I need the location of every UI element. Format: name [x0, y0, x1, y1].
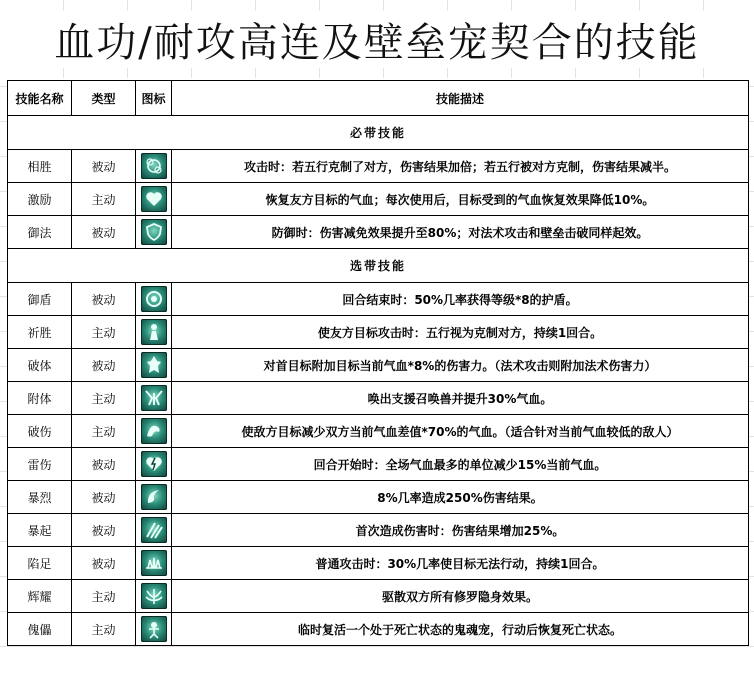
skill-desc: 对首目标附加目标当前气血*8%的伤害力。（法术攻击则附加法术伤害力） [172, 349, 749, 382]
table-row [8, 216, 749, 249]
header-icon: 图标 [136, 81, 172, 116]
skill-desc: 临时复活一个处于死亡状态的鬼魂宠，行动后恢复死亡状态。 [172, 613, 749, 646]
skill-desc: 防御时：伤害减免效果提升至80%；对法术攻击和壁垒击破同样起效。 [172, 216, 749, 249]
skill-desc: 使敌方目标减少双方当前气血差值*70%的气血。（适合针对当前气血较低的敌人） [172, 415, 749, 448]
skill-name: 雷伤 [8, 448, 72, 481]
page-title-text: 血功/耐攻高连及壁垒宠契合的技能 [48, 11, 705, 68]
table-row [8, 316, 749, 349]
table-row [8, 448, 749, 481]
spirit-beast-icon [141, 385, 167, 411]
skill-name: 相胜 [8, 150, 72, 183]
skill-desc: 恢复友方目标的气血；每次使用后，目标受到的气血恢复效果降低10%。 [172, 183, 749, 216]
puppet-icon [141, 616, 167, 642]
table-row [8, 580, 749, 613]
skill-name: 激励 [8, 183, 72, 216]
skill-type: 主动 [72, 580, 136, 613]
skill-type: 主动 [72, 316, 136, 349]
skill-type: 被动 [72, 547, 136, 580]
header-row [8, 81, 749, 116]
table-row [8, 283, 749, 316]
lightning-heart-icon [141, 451, 167, 477]
section-optional [8, 249, 749, 283]
skill-name: 附体 [8, 382, 72, 415]
trap-icon [141, 550, 167, 576]
header-name: 技能名称 [8, 81, 72, 116]
skill-type: 主动 [72, 382, 136, 415]
claw-strike-icon [141, 517, 167, 543]
section-optional-label: 选带技能 [8, 249, 749, 283]
table-row [8, 415, 749, 448]
table-row [8, 349, 749, 382]
skill-type: 被动 [72, 349, 136, 382]
skill-desc: 唤出支援召唤兽并提升30%气血。 [172, 382, 749, 415]
skill-name: 祈胜 [8, 316, 72, 349]
skill-name: 御盾 [8, 283, 72, 316]
skill-type: 被动 [72, 448, 136, 481]
skill-type: 主动 [72, 415, 136, 448]
heart-icon [141, 186, 167, 212]
skills-table [7, 80, 749, 646]
skill-name: 御法 [8, 216, 72, 249]
skill-name: 辉耀 [8, 580, 72, 613]
shield-icon [141, 219, 167, 245]
table-row [8, 150, 749, 183]
skill-type: 被动 [72, 150, 136, 183]
skill-desc: 攻击时：若五行克制了对方，伤害结果加倍；若五行被对方克制，伤害结果减半。 [172, 150, 749, 183]
skill-desc: 8%几率造成250%伤害结果。 [172, 481, 749, 514]
header-type: 类型 [72, 81, 136, 116]
skill-name: 暴烈 [8, 481, 72, 514]
table-row [8, 547, 749, 580]
skill-type: 被动 [72, 514, 136, 547]
skill-desc: 回合结束时：50%几率获得等级*8的护盾。 [172, 283, 749, 316]
skill-name: 陷足 [8, 547, 72, 580]
skill-desc: 使友方目标攻击时：五行视为克制对方，持续1回合。 [172, 316, 749, 349]
skill-name: 傀儡 [8, 613, 72, 646]
skill-name: 暴起 [8, 514, 72, 547]
skill-name: 破伤 [8, 415, 72, 448]
skill-type: 被动 [72, 216, 136, 249]
skill-desc: 首次造成伤害时：伤害结果增加25%。 [172, 514, 749, 547]
skill-type: 被动 [72, 481, 136, 514]
skill-name: 破体 [8, 349, 72, 382]
round-shield-icon [141, 286, 167, 312]
dragon-icon [141, 418, 167, 444]
skill-type: 被动 [72, 283, 136, 316]
knot-icon [141, 153, 167, 179]
skill-type: 主动 [72, 183, 136, 216]
section-required [8, 116, 749, 150]
praying-figure-icon [141, 319, 167, 345]
radiant-wings-icon [141, 583, 167, 609]
table-row [8, 183, 749, 216]
table-row [8, 613, 749, 646]
table-row [8, 514, 749, 547]
table-row [8, 481, 749, 514]
skill-desc: 普通攻击时：30%几率使目标无法行动，持续1回合。 [172, 547, 749, 580]
skill-desc: 回合开始时：全场气血最多的单位减少15%当前气血。 [172, 448, 749, 481]
section-required-label: 必带技能 [8, 116, 749, 150]
blade-swirl-icon [141, 484, 167, 510]
skill-type: 主动 [72, 613, 136, 646]
skill-desc: 驱散双方所有修罗隐身效果。 [172, 580, 749, 613]
armored-figure-icon [141, 352, 167, 378]
table-row [8, 382, 749, 415]
header-desc: 技能描述 [172, 81, 749, 116]
page-title [0, 0, 754, 78]
